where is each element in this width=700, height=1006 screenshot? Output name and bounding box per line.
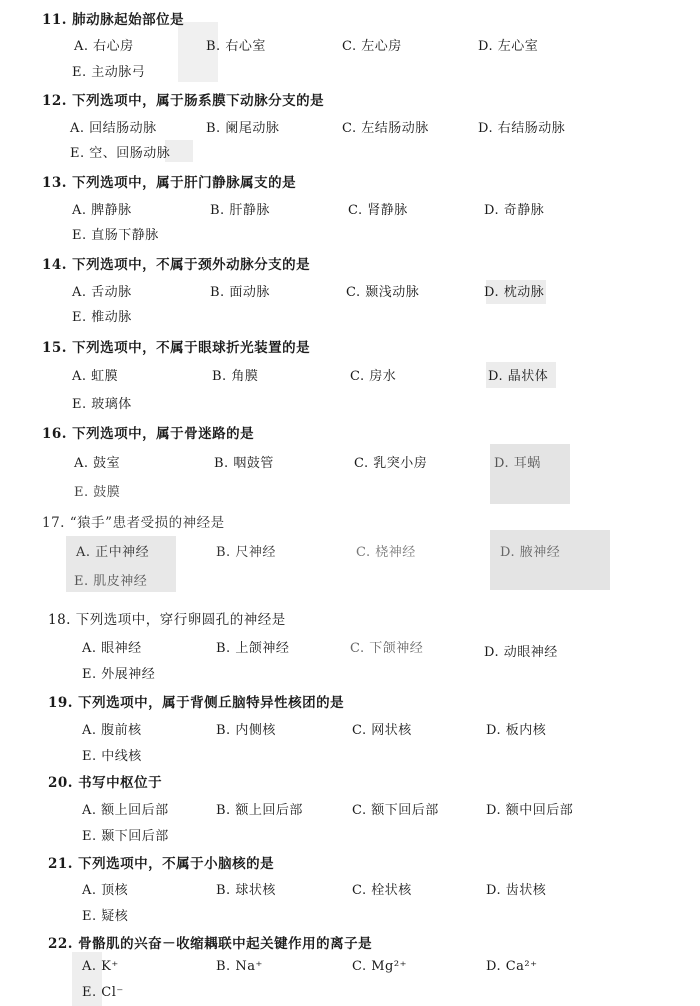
option-d: D. 右结肠动脉: [478, 121, 566, 136]
option-c: C. 房水: [350, 369, 397, 384]
option-b: B. 球状核: [216, 883, 276, 898]
option-a: A. K⁺: [82, 959, 119, 974]
option-c: C. 颞浅动脉: [346, 285, 420, 300]
option-b: B. 额上回后部: [216, 803, 303, 818]
option-a: A. 鼓室: [74, 456, 121, 471]
option-e: E. 椎动脉: [72, 310, 132, 325]
option-d: D. 腋神经: [500, 545, 561, 560]
option-e: E. Cl⁻: [82, 985, 124, 1000]
option-e: E. 直肠下静脉: [72, 228, 159, 243]
question-stem: 16. 下列选项中，属于骨迷路的是: [42, 426, 255, 442]
option-a: A. 回结肠动脉: [70, 121, 157, 136]
option-a: A. 眼神经: [82, 641, 142, 656]
option-b: B. 内侧核: [216, 723, 276, 738]
option-a: A. 正中神经: [76, 545, 150, 560]
option-e: E. 外展神经: [82, 667, 156, 682]
option-e: E. 颞下回后部: [82, 829, 169, 844]
option-b: B. 上颌神经: [216, 641, 290, 656]
option-c: C. 桡神经: [356, 545, 416, 560]
option-b: B. 面动脉: [210, 285, 270, 300]
option-d: D. 板内核: [486, 723, 547, 738]
option-a: A. 右心房: [74, 39, 134, 54]
option-a: A. 腹前核: [82, 723, 142, 738]
option-b: B. 角膜: [212, 369, 259, 384]
option-b: B. 咽鼓管: [214, 456, 274, 471]
question-stem: 13. 下列选项中，属于肝门静脉属支的是: [42, 175, 297, 191]
scan-shade: [490, 530, 610, 590]
option-d: D. 枕动脉: [484, 285, 545, 300]
option-e: E. 玻璃体: [72, 397, 132, 412]
option-d: D. Ca²⁺: [486, 959, 538, 974]
option-d: D. 额中回后部: [486, 803, 574, 818]
question-stem: 22. 骨骼肌的兴奋－收缩耦联中起关键作用的离子是: [48, 936, 373, 952]
question-stem: 18. 下列选项中，穿行卵圆孔的神经是: [48, 612, 286, 628]
option-e: E. 肌皮神经: [74, 574, 148, 589]
option-e: E. 鼓膜: [74, 485, 121, 500]
option-e: E. 疑核: [82, 909, 129, 924]
option-b: B. 尺神经: [216, 545, 276, 560]
option-d: D. 齿状核: [486, 883, 547, 898]
option-b: B. 阑尾动脉: [206, 121, 280, 136]
option-b: B. 右心室: [206, 39, 266, 54]
option-c: C. Mg²⁺: [352, 959, 407, 974]
option-a: A. 虹膜: [72, 369, 119, 384]
option-a: A. 额上回后部: [82, 803, 169, 818]
option-b: B. Na⁺: [216, 959, 263, 974]
question-stem: 19. 下列选项中，属于背侧丘脑特异性核团的是: [48, 695, 345, 711]
option-d: D. 耳蜗: [494, 456, 541, 471]
question-stem: 14. 下列选项中，不属于颈外动脉分支的是: [42, 257, 311, 273]
option-e: E. 中线核: [82, 749, 142, 764]
option-d: D. 晶状体: [488, 369, 549, 384]
option-c: C. 下颌神经: [350, 641, 424, 656]
option-c: C. 栓状核: [352, 883, 412, 898]
option-d: D. 左心室: [478, 39, 539, 54]
option-e: E. 主动脉弓: [72, 65, 146, 80]
option-c: C. 肾静脉: [348, 203, 408, 218]
question-stem: 15. 下列选项中，不属于眼球折光装置的是: [42, 340, 311, 356]
question-stem: 21. 下列选项中，不属于小脑核的是: [48, 856, 275, 872]
option-c: C. 乳突小房: [354, 456, 428, 471]
option-c: C. 额下回后部: [352, 803, 439, 818]
option-a: A. 脾静脉: [72, 203, 132, 218]
option-a: A. 舌动脉: [72, 285, 132, 300]
question-stem: 20. 书写中枢位于: [48, 775, 163, 791]
option-d: D. 动眼神经: [484, 645, 558, 660]
question-stem: 17. “猿手”患者受损的神经是: [42, 515, 225, 531]
option-c: C. 左结肠动脉: [342, 121, 429, 136]
option-a: A. 顶核: [82, 883, 129, 898]
option-d: D. 奇静脉: [484, 203, 545, 218]
question-stem: 12. 下列选项中，属于肠系膜下动脉分支的是: [42, 93, 325, 109]
option-c: C. 网状核: [352, 723, 412, 738]
option-c: C. 左心房: [342, 39, 402, 54]
question-stem: 11. 肺动脉起始部位是: [42, 12, 185, 28]
option-b: B. 肝静脉: [210, 203, 270, 218]
option-e: E. 空、回肠动脉: [70, 146, 171, 161]
